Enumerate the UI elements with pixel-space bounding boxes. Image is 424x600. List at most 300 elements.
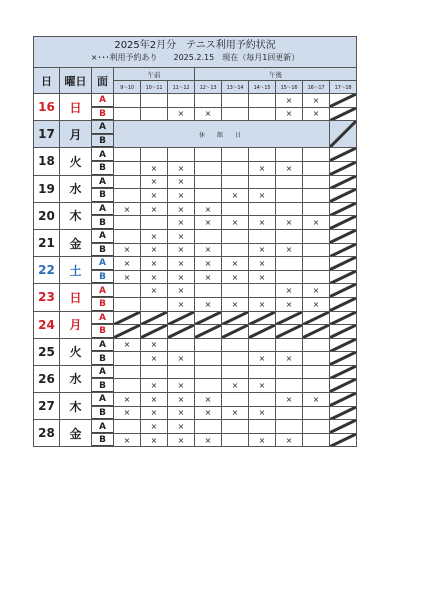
unavailable-slot — [330, 352, 357, 366]
diagonal-line — [330, 216, 356, 229]
reserved-mark: × — [249, 406, 276, 420]
empty-slot — [276, 189, 303, 203]
reserved-mark: × — [276, 107, 303, 121]
empty-slot — [303, 243, 330, 257]
reserved-mark: × — [303, 393, 330, 407]
unavailable-slot — [303, 325, 330, 339]
diagonal-line — [249, 312, 275, 325]
unavailable-slot — [222, 311, 249, 325]
weekday: 火 — [60, 338, 92, 365]
court-a: A — [92, 121, 114, 135]
empty-slot — [114, 365, 141, 379]
reserved-mark: × — [114, 243, 141, 257]
unavailable-slot — [330, 379, 357, 393]
reserved-mark: × — [168, 202, 195, 216]
reserved-mark: × — [195, 257, 222, 271]
unavailable-slot — [330, 393, 357, 407]
reserved-mark: × — [276, 161, 303, 175]
unavailable-slot — [330, 270, 357, 284]
slot-header: 10～11 — [141, 81, 168, 94]
diagonal-line — [330, 203, 356, 216]
day-number: 23 — [34, 284, 60, 311]
reserved-mark: × — [114, 338, 141, 352]
weekday: 金 — [60, 229, 92, 256]
reserved-mark: × — [195, 433, 222, 447]
diagonal-line — [222, 325, 248, 338]
table-row — [34, 121, 357, 135]
empty-slot — [195, 338, 222, 352]
day-number: 21 — [34, 229, 60, 256]
reserved-mark: × — [303, 216, 330, 230]
reserved-mark: × — [114, 257, 141, 271]
reserved-mark: × — [141, 175, 168, 189]
diagonal-line — [330, 148, 356, 161]
diagonal-line — [114, 312, 140, 325]
diagonal-line — [195, 312, 221, 325]
day-number: 25 — [34, 338, 60, 365]
slot-header: 12～13 — [195, 81, 222, 94]
table-row — [34, 338, 357, 352]
reserved-mark: × — [249, 352, 276, 366]
empty-slot — [195, 229, 222, 243]
court-b: B — [92, 243, 114, 257]
diagonal-line — [330, 284, 356, 297]
slot-header: 15～16 — [276, 81, 303, 94]
reserved-mark: × — [141, 420, 168, 434]
unavailable-slot — [141, 325, 168, 339]
reserved-mark: × — [195, 393, 222, 407]
diagonal-line — [330, 407, 356, 420]
diagonal-line — [330, 257, 356, 270]
reserved-mark: × — [114, 406, 141, 420]
empty-slot — [168, 365, 195, 379]
reserved-mark: × — [249, 433, 276, 447]
table-row — [34, 311, 357, 325]
reserved-mark: × — [168, 420, 195, 434]
unavailable-slot — [330, 257, 357, 271]
diagonal-line — [330, 298, 356, 311]
court-b: B — [92, 216, 114, 230]
empty-slot — [222, 393, 249, 407]
empty-slot — [222, 229, 249, 243]
unavailable-slot — [276, 311, 303, 325]
unavailable-slot — [330, 161, 357, 175]
day-number: 19 — [34, 175, 60, 202]
reserved-mark: × — [141, 379, 168, 393]
empty-slot — [222, 202, 249, 216]
unavailable-slot — [330, 311, 357, 325]
empty-slot — [249, 107, 276, 121]
reserved-mark: × — [249, 379, 276, 393]
reserved-mark: × — [141, 257, 168, 271]
empty-slot — [303, 365, 330, 379]
court-b: B — [92, 297, 114, 311]
reserved-mark: × — [276, 352, 303, 366]
day-number: 26 — [34, 365, 60, 392]
empty-slot — [195, 379, 222, 393]
reserved-mark: × — [276, 243, 303, 257]
table-row — [34, 94, 357, 108]
empty-slot — [303, 433, 330, 447]
court-a: A — [92, 257, 114, 271]
reserved-mark: × — [141, 284, 168, 298]
empty-slot — [114, 297, 141, 311]
diagonal-line — [330, 121, 356, 147]
day-header: 日 — [34, 68, 60, 94]
day-number: 20 — [34, 202, 60, 229]
diagonal-line — [330, 94, 356, 107]
court-a: A — [92, 311, 114, 325]
empty-slot — [168, 148, 195, 162]
unavailable-slot — [168, 311, 195, 325]
reserved-mark: × — [114, 393, 141, 407]
reserved-mark: × — [249, 161, 276, 175]
reserved-mark: × — [168, 257, 195, 271]
reserved-mark: × — [168, 393, 195, 407]
reserved-mark: × — [195, 270, 222, 284]
table-row — [34, 257, 357, 271]
empty-slot — [222, 243, 249, 257]
reserved-mark: × — [168, 270, 195, 284]
empty-slot — [303, 189, 330, 203]
day-number: 17 — [34, 121, 60, 148]
empty-slot — [303, 202, 330, 216]
reserved-mark: × — [276, 297, 303, 311]
diagonal-line — [168, 312, 194, 325]
empty-slot — [249, 229, 276, 243]
unavailable-slot — [114, 311, 141, 325]
table-row — [34, 284, 357, 298]
reserved-mark: × — [168, 161, 195, 175]
empty-slot — [114, 216, 141, 230]
reserved-mark: × — [168, 107, 195, 121]
court-b: B — [92, 406, 114, 420]
reserved-mark: × — [168, 243, 195, 257]
empty-slot — [303, 257, 330, 271]
empty-slot — [276, 148, 303, 162]
empty-slot — [276, 379, 303, 393]
unavailable-slot — [330, 107, 357, 121]
diagonal-line — [330, 230, 356, 243]
unavailable-slot — [330, 94, 357, 108]
court-b: B — [92, 270, 114, 284]
weekday: 木 — [60, 393, 92, 420]
slot-header: 9～10 — [114, 81, 141, 94]
reserved-mark: × — [249, 216, 276, 230]
court-a: A — [92, 365, 114, 379]
empty-slot — [114, 284, 141, 298]
weekday: 火 — [60, 148, 92, 175]
diagonal-line — [330, 366, 356, 379]
day-number: 24 — [34, 311, 60, 338]
reserved-mark: × — [168, 175, 195, 189]
diagonal-line — [330, 339, 356, 352]
diagonal-line — [222, 312, 248, 325]
reserved-mark: × — [222, 270, 249, 284]
reserved-mark: × — [141, 338, 168, 352]
empty-slot — [141, 94, 168, 108]
empty-slot — [276, 365, 303, 379]
slot-header: 17～18 — [330, 81, 357, 94]
empty-slot — [114, 161, 141, 175]
empty-slot — [303, 406, 330, 420]
reserved-mark: × — [168, 284, 195, 298]
diagonal-line — [330, 162, 356, 175]
empty-slot — [114, 175, 141, 189]
empty-slot — [249, 94, 276, 108]
reserved-mark: × — [195, 406, 222, 420]
day-number: 28 — [34, 420, 60, 447]
empty-slot — [141, 297, 168, 311]
weekday: 日 — [60, 284, 92, 311]
reserved-mark: × — [249, 257, 276, 271]
empty-slot — [195, 148, 222, 162]
reserved-mark: × — [168, 406, 195, 420]
reserved-mark: × — [222, 257, 249, 271]
day-number: 16 — [34, 94, 60, 121]
empty-slot — [114, 229, 141, 243]
diagonal-line — [141, 312, 167, 325]
empty-slot — [114, 189, 141, 203]
unavailable-slot — [249, 325, 276, 339]
unavailable-slot — [330, 433, 357, 447]
empty-slot — [303, 352, 330, 366]
table-row — [34, 420, 357, 434]
reserved-mark: × — [168, 216, 195, 230]
table-row — [34, 229, 357, 243]
court-a: A — [92, 94, 114, 108]
court-a: A — [92, 338, 114, 352]
reserved-mark: × — [222, 297, 249, 311]
unavailable-slot — [330, 243, 357, 257]
reserved-mark: × — [195, 202, 222, 216]
empty-slot — [222, 175, 249, 189]
empty-slot — [141, 107, 168, 121]
empty-slot — [249, 175, 276, 189]
empty-slot — [195, 365, 222, 379]
diagonal-line — [330, 325, 356, 338]
empty-slot — [114, 107, 141, 121]
reserved-mark: × — [168, 352, 195, 366]
unavailable-slot — [330, 189, 357, 203]
empty-slot — [195, 284, 222, 298]
empty-slot — [222, 284, 249, 298]
empty-slot — [249, 420, 276, 434]
reserved-mark: × — [141, 243, 168, 257]
diagonal-line — [330, 176, 356, 189]
reserved-mark: × — [168, 297, 195, 311]
empty-slot — [195, 161, 222, 175]
title-sub: ×･･･利用予約あり 2025.2.15 現在（毎月1回更新） — [90, 53, 300, 62]
reserved-mark: × — [276, 284, 303, 298]
court-a: A — [92, 393, 114, 407]
diagonal-line — [303, 325, 329, 338]
reserved-mark: × — [222, 406, 249, 420]
unavailable-slot — [195, 311, 222, 325]
diagonal-line — [114, 325, 140, 338]
reserved-mark: × — [249, 297, 276, 311]
weekday: 月 — [60, 121, 92, 148]
reserved-mark: × — [141, 202, 168, 216]
table-title — [34, 37, 357, 68]
reserved-mark: × — [276, 393, 303, 407]
empty-slot — [303, 175, 330, 189]
empty-slot — [249, 202, 276, 216]
reserved-mark: × — [249, 270, 276, 284]
empty-slot — [195, 189, 222, 203]
diagonal-line — [330, 271, 356, 284]
reserved-mark: × — [276, 94, 303, 108]
unavailable-slot — [330, 284, 357, 298]
title-main: 2025年2月分 テニス利用予約状況 — [114, 40, 276, 51]
diagonal-line — [330, 108, 356, 121]
court-b: B — [92, 134, 114, 148]
diagonal-line — [276, 325, 302, 338]
table-row — [34, 393, 357, 407]
diagonal-line — [330, 352, 356, 365]
reserved-mark: × — [276, 216, 303, 230]
empty-slot — [249, 338, 276, 352]
court-a: A — [92, 202, 114, 216]
diagonal-line — [330, 379, 356, 392]
reserved-mark: × — [222, 216, 249, 230]
court-b: B — [92, 325, 114, 339]
unavailable-slot — [330, 202, 357, 216]
empty-slot — [195, 94, 222, 108]
empty-slot — [276, 420, 303, 434]
empty-slot — [222, 433, 249, 447]
court-b: B — [92, 107, 114, 121]
empty-slot — [249, 365, 276, 379]
unavailable-slot — [330, 406, 357, 420]
unavailable-slot — [330, 229, 357, 243]
empty-slot — [303, 420, 330, 434]
weekday: 土 — [60, 257, 92, 284]
afternoon-header: 午後 — [195, 68, 357, 81]
reserved-mark: × — [141, 229, 168, 243]
weekday: 木 — [60, 202, 92, 229]
empty-slot — [114, 379, 141, 393]
empty-slot — [195, 175, 222, 189]
unavailable-slot — [303, 311, 330, 325]
court-b: B — [92, 161, 114, 175]
court-a: A — [92, 229, 114, 243]
empty-slot — [303, 338, 330, 352]
empty-slot — [222, 420, 249, 434]
reserved-mark: × — [168, 189, 195, 203]
table-row — [34, 202, 357, 216]
diagonal-line — [141, 325, 167, 338]
table-row — [34, 148, 357, 162]
court-b: B — [92, 352, 114, 366]
unavailable-slot — [330, 148, 357, 162]
diagonal-line — [330, 393, 356, 406]
day-number: 22 — [34, 257, 60, 284]
diagonal-line — [249, 325, 275, 338]
empty-slot — [249, 284, 276, 298]
empty-slot — [276, 257, 303, 271]
morning-header: 午前 — [114, 68, 195, 81]
slot-header: 16～17 — [303, 81, 330, 94]
unavailable-slot — [141, 311, 168, 325]
weekday: 月 — [60, 311, 92, 338]
weekday: 水 — [60, 365, 92, 392]
table-row — [34, 365, 357, 379]
unavailable-slot — [330, 420, 357, 434]
empty-slot — [276, 270, 303, 284]
court-b: B — [92, 433, 114, 447]
empty-slot — [141, 365, 168, 379]
court-header: 面 — [92, 68, 114, 94]
reserved-mark: × — [168, 379, 195, 393]
empty-slot — [303, 229, 330, 243]
reserved-mark: × — [195, 243, 222, 257]
court-a: A — [92, 420, 114, 434]
empty-slot — [222, 94, 249, 108]
unavailable-slot — [330, 325, 357, 339]
unavailable-slot — [195, 325, 222, 339]
reserved-mark: × — [114, 202, 141, 216]
court-b: B — [92, 189, 114, 203]
reserved-mark: × — [303, 297, 330, 311]
empty-slot — [276, 175, 303, 189]
diagonal-line — [303, 312, 329, 325]
empty-slot — [222, 107, 249, 121]
empty-slot — [195, 352, 222, 366]
diagonal-line — [168, 325, 194, 338]
unavailable-slot — [330, 216, 357, 230]
unavailable-slot — [114, 325, 141, 339]
slot-header: 13～14 — [222, 81, 249, 94]
diagonal-line — [195, 325, 221, 338]
weekday: 金 — [60, 420, 92, 447]
day-number: 27 — [34, 393, 60, 420]
slot-header: 14～15 — [249, 81, 276, 94]
empty-slot — [249, 393, 276, 407]
reserved-mark: × — [195, 216, 222, 230]
diagonal-line — [276, 312, 302, 325]
reserved-mark: × — [222, 379, 249, 393]
empty-slot — [168, 94, 195, 108]
unavailable-slot — [330, 297, 357, 311]
reserved-mark: × — [249, 189, 276, 203]
court-a: A — [92, 175, 114, 189]
reserved-mark: × — [276, 433, 303, 447]
court-b: B — [92, 379, 114, 393]
empty-slot — [114, 94, 141, 108]
empty-slot — [168, 338, 195, 352]
reserved-mark: × — [168, 433, 195, 447]
empty-slot — [303, 270, 330, 284]
reserved-mark: × — [249, 243, 276, 257]
reserved-mark: × — [141, 352, 168, 366]
reserved-mark: × — [195, 107, 222, 121]
empty-slot — [276, 338, 303, 352]
diagonal-line — [330, 420, 356, 433]
empty-slot — [222, 365, 249, 379]
empty-slot — [249, 148, 276, 162]
reserved-mark: × — [168, 229, 195, 243]
empty-slot — [195, 420, 222, 434]
empty-slot — [222, 148, 249, 162]
weekday-header: 曜日 — [60, 68, 92, 94]
unavailable-slot — [276, 325, 303, 339]
reserved-mark: × — [114, 270, 141, 284]
slot-header: 11～12 — [168, 81, 195, 94]
reservation-table — [33, 36, 357, 447]
empty-slot — [303, 148, 330, 162]
reserved-mark: × — [195, 297, 222, 311]
